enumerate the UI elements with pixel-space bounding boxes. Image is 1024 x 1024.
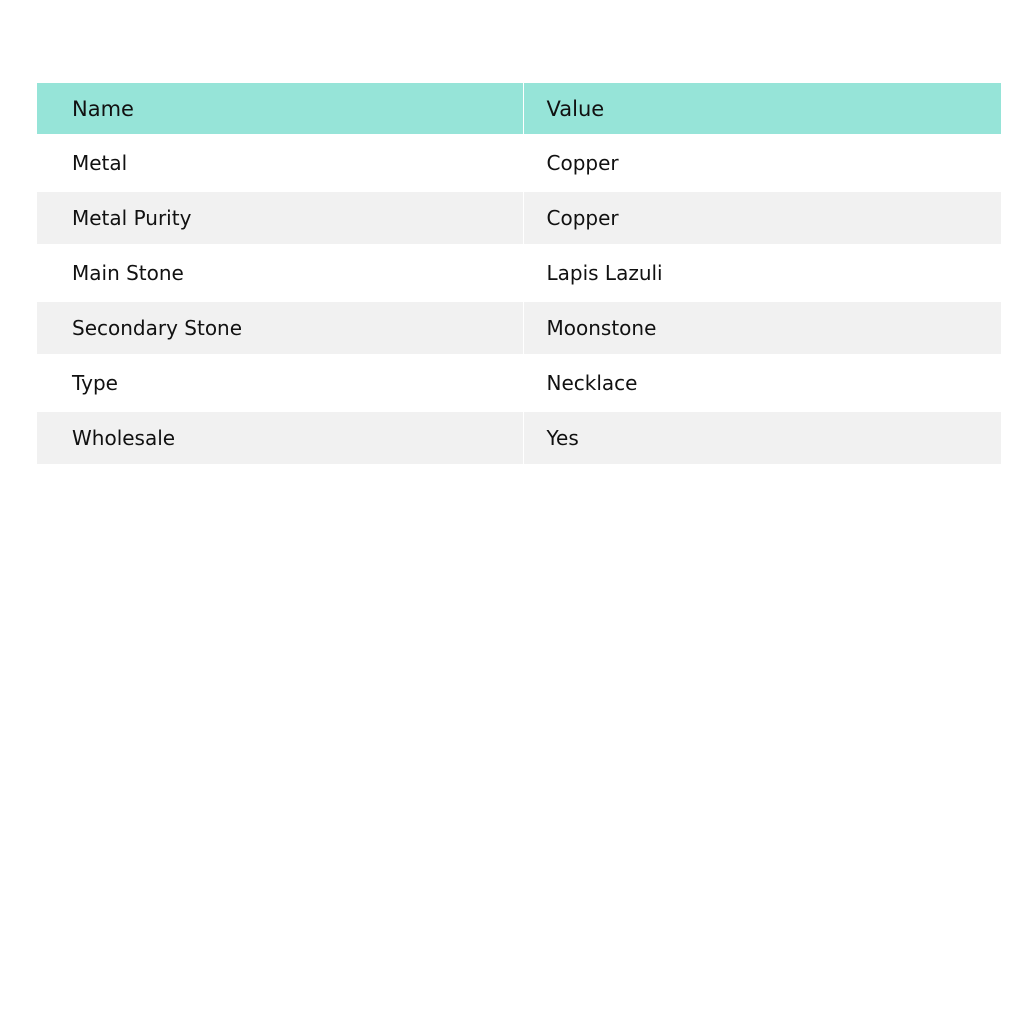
table-row	[37, 412, 1001, 464]
row-value-cell: Lapis Lazuli	[546, 261, 663, 285]
table-row	[37, 192, 1001, 244]
table-header	[37, 83, 1001, 134]
column-header-value: Value	[546, 96, 605, 121]
row-name-cell: Secondary Stone	[37, 302, 523, 354]
row-name-cell: Metal	[37, 134, 523, 192]
row-value-cell: Copper	[546, 151, 619, 175]
properties-table	[37, 83, 1001, 464]
table-row	[37, 302, 1001, 354]
table-row	[37, 354, 1001, 412]
column-header-name: Name	[37, 83, 523, 134]
row-name-cell: Metal Purity	[37, 192, 523, 244]
row-name-cell: Main Stone	[37, 244, 523, 302]
row-value-cell: Necklace	[546, 371, 638, 395]
table-header-row	[37, 83, 1001, 134]
table-body	[37, 134, 1001, 464]
row-name-cell: Type	[37, 354, 523, 412]
table-row	[37, 244, 1001, 302]
row-value-cell: Yes	[546, 426, 579, 450]
row-name-cell: Wholesale	[37, 412, 523, 464]
row-value-cell: Moonstone	[546, 316, 657, 340]
row-value-cell: Copper	[546, 206, 619, 230]
table-row	[37, 134, 1001, 192]
